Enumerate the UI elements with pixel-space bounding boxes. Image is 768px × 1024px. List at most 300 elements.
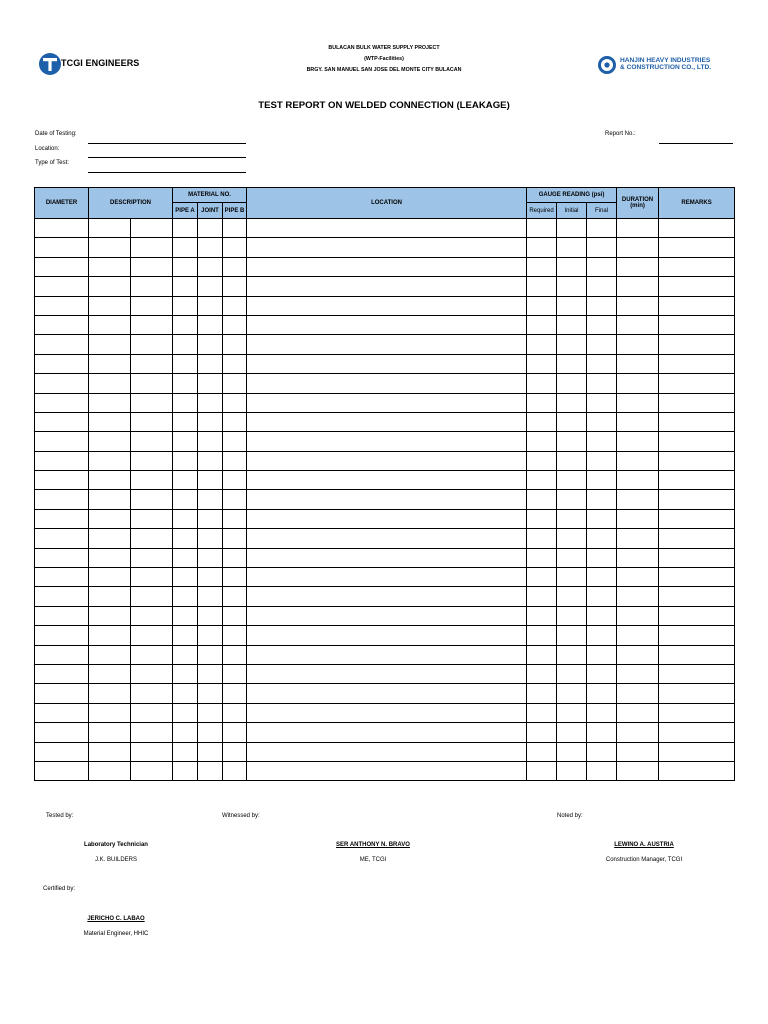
table-cell[interactable]	[587, 548, 617, 567]
table-cell[interactable]	[659, 296, 735, 315]
table-cell[interactable]	[131, 335, 173, 354]
table-cell[interactable]	[247, 219, 527, 238]
table-cell[interactable]	[131, 626, 173, 645]
table-cell[interactable]	[247, 335, 527, 354]
table-cell[interactable]	[587, 509, 617, 528]
table-cell[interactable]	[557, 761, 587, 780]
table-cell[interactable]	[247, 509, 527, 528]
table-cell[interactable]	[198, 742, 223, 761]
table-cell[interactable]	[131, 471, 173, 490]
table-cell[interactable]	[587, 393, 617, 412]
table-cell[interactable]	[617, 412, 659, 431]
table-cell[interactable]	[131, 606, 173, 625]
table-cell[interactable]	[198, 471, 223, 490]
table-cell[interactable]	[617, 490, 659, 509]
table-cell[interactable]	[527, 354, 557, 373]
table-cell[interactable]	[659, 219, 735, 238]
table-cell[interactable]	[131, 742, 173, 761]
table-cell[interactable]	[89, 703, 131, 722]
table-cell[interactable]	[617, 315, 659, 334]
table-cell[interactable]	[659, 335, 735, 354]
table-cell[interactable]	[131, 412, 173, 431]
table-cell[interactable]	[659, 761, 735, 780]
table-cell[interactable]	[89, 471, 131, 490]
table-cell[interactable]	[617, 703, 659, 722]
table-cell[interactable]	[659, 664, 735, 683]
table-cell[interactable]	[35, 315, 89, 334]
table-cell[interactable]	[173, 761, 198, 780]
table-cell[interactable]	[587, 626, 617, 645]
table-cell[interactable]	[527, 761, 557, 780]
table-cell[interactable]	[247, 664, 527, 683]
table-cell[interactable]	[89, 742, 131, 761]
table-cell[interactable]	[247, 761, 527, 780]
table-cell[interactable]	[247, 587, 527, 606]
table-cell[interactable]	[35, 703, 89, 722]
table-cell[interactable]	[223, 393, 247, 412]
table-cell[interactable]	[659, 257, 735, 276]
table-cell[interactable]	[527, 684, 557, 703]
table-cell[interactable]	[247, 374, 527, 393]
table-cell[interactable]	[527, 509, 557, 528]
table-cell[interactable]	[35, 509, 89, 528]
table-cell[interactable]	[659, 238, 735, 257]
table-cell[interactable]	[617, 645, 659, 664]
table-cell[interactable]	[173, 490, 198, 509]
table-cell[interactable]	[659, 587, 735, 606]
table-cell[interactable]	[247, 606, 527, 625]
table-cell[interactable]	[527, 703, 557, 722]
table-cell[interactable]	[617, 277, 659, 296]
table-cell[interactable]	[89, 529, 131, 548]
table-cell[interactable]	[173, 374, 198, 393]
table-cell[interactable]	[198, 703, 223, 722]
table-cell[interactable]	[173, 509, 198, 528]
table-cell[interactable]	[89, 219, 131, 238]
table-cell[interactable]	[223, 684, 247, 703]
table-cell[interactable]	[527, 335, 557, 354]
table-cell[interactable]	[35, 432, 89, 451]
table-cell[interactable]	[247, 490, 527, 509]
table-cell[interactable]	[131, 432, 173, 451]
table-cell[interactable]	[617, 742, 659, 761]
table-cell[interactable]	[527, 626, 557, 645]
table-cell[interactable]	[587, 761, 617, 780]
table-cell[interactable]	[527, 568, 557, 587]
table-cell[interactable]	[659, 315, 735, 334]
table-cell[interactable]	[617, 238, 659, 257]
table-cell[interactable]	[35, 529, 89, 548]
table-cell[interactable]	[587, 219, 617, 238]
table-cell[interactable]	[557, 742, 587, 761]
table-cell[interactable]	[198, 374, 223, 393]
table-cell[interactable]	[659, 374, 735, 393]
table-cell[interactable]	[223, 451, 247, 470]
table-cell[interactable]	[587, 664, 617, 683]
table-cell[interactable]	[527, 606, 557, 625]
table-cell[interactable]	[587, 354, 617, 373]
table-cell[interactable]	[527, 432, 557, 451]
table-cell[interactable]	[173, 354, 198, 373]
table-cell[interactable]	[527, 529, 557, 548]
table-cell[interactable]	[35, 257, 89, 276]
table-cell[interactable]	[527, 742, 557, 761]
table-cell[interactable]	[131, 451, 173, 470]
table-cell[interactable]	[587, 606, 617, 625]
table-cell[interactable]	[617, 626, 659, 645]
table-cell[interactable]	[173, 568, 198, 587]
table-cell[interactable]	[587, 315, 617, 334]
table-cell[interactable]	[587, 296, 617, 315]
table-cell[interactable]	[35, 587, 89, 606]
table-cell[interactable]	[89, 374, 131, 393]
table-cell[interactable]	[198, 315, 223, 334]
table-cell[interactable]	[35, 277, 89, 296]
table-cell[interactable]	[35, 606, 89, 625]
table-cell[interactable]	[173, 606, 198, 625]
table-cell[interactable]	[223, 354, 247, 373]
table-cell[interactable]	[198, 296, 223, 315]
table-cell[interactable]	[198, 393, 223, 412]
table-cell[interactable]	[173, 664, 198, 683]
table-cell[interactable]	[247, 742, 527, 761]
table-cell[interactable]	[89, 664, 131, 683]
table-cell[interactable]	[223, 529, 247, 548]
table-cell[interactable]	[527, 645, 557, 664]
table-cell[interactable]	[89, 412, 131, 431]
table-cell[interactable]	[173, 548, 198, 567]
table-cell[interactable]	[587, 645, 617, 664]
table-cell[interactable]	[198, 664, 223, 683]
table-cell[interactable]	[557, 723, 587, 742]
table-cell[interactable]	[557, 490, 587, 509]
table-cell[interactable]	[223, 548, 247, 567]
table-cell[interactable]	[89, 490, 131, 509]
table-cell[interactable]	[587, 568, 617, 587]
table-cell[interactable]	[173, 742, 198, 761]
table-cell[interactable]	[527, 238, 557, 257]
table-cell[interactable]	[557, 645, 587, 664]
table-cell[interactable]	[587, 529, 617, 548]
table-cell[interactable]	[173, 645, 198, 664]
table-cell[interactable]	[35, 393, 89, 412]
date-of-testing-field[interactable]	[88, 143, 246, 144]
table-cell[interactable]	[131, 723, 173, 742]
table-cell[interactable]	[89, 277, 131, 296]
table-cell[interactable]	[89, 296, 131, 315]
table-cell[interactable]	[131, 509, 173, 528]
table-cell[interactable]	[617, 723, 659, 742]
table-cell[interactable]	[527, 723, 557, 742]
table-cell[interactable]	[617, 354, 659, 373]
table-cell[interactable]	[198, 509, 223, 528]
table-cell[interactable]	[173, 529, 198, 548]
table-cell[interactable]	[659, 529, 735, 548]
table-cell[interactable]	[659, 412, 735, 431]
table-cell[interactable]	[173, 315, 198, 334]
table-cell[interactable]	[223, 664, 247, 683]
table-cell[interactable]	[223, 703, 247, 722]
table-cell[interactable]	[659, 742, 735, 761]
table-cell[interactable]	[35, 723, 89, 742]
table-cell[interactable]	[173, 335, 198, 354]
table-cell[interactable]	[617, 393, 659, 412]
table-cell[interactable]	[527, 490, 557, 509]
table-cell[interactable]	[617, 568, 659, 587]
table-cell[interactable]	[617, 257, 659, 276]
table-cell[interactable]	[557, 471, 587, 490]
table-cell[interactable]	[198, 684, 223, 703]
table-cell[interactable]	[659, 568, 735, 587]
table-cell[interactable]	[617, 219, 659, 238]
table-cell[interactable]	[247, 645, 527, 664]
table-cell[interactable]	[131, 587, 173, 606]
table-cell[interactable]	[247, 451, 527, 470]
table-cell[interactable]	[173, 238, 198, 257]
table-cell[interactable]	[617, 509, 659, 528]
table-cell[interactable]	[35, 548, 89, 567]
table-cell[interactable]	[617, 664, 659, 683]
table-cell[interactable]	[35, 645, 89, 664]
table-cell[interactable]	[35, 238, 89, 257]
table-cell[interactable]	[557, 374, 587, 393]
table-cell[interactable]	[198, 432, 223, 451]
table-cell[interactable]	[587, 374, 617, 393]
table-cell[interactable]	[587, 723, 617, 742]
table-cell[interactable]	[198, 277, 223, 296]
table-cell[interactable]	[247, 548, 527, 567]
table-cell[interactable]	[617, 451, 659, 470]
table-cell[interactable]	[587, 684, 617, 703]
table-cell[interactable]	[131, 490, 173, 509]
table-cell[interactable]	[659, 393, 735, 412]
table-cell[interactable]	[527, 219, 557, 238]
table-cell[interactable]	[527, 548, 557, 567]
table-cell[interactable]	[198, 354, 223, 373]
table-cell[interactable]	[617, 761, 659, 780]
table-cell[interactable]	[223, 374, 247, 393]
table-cell[interactable]	[587, 490, 617, 509]
table-cell[interactable]	[131, 374, 173, 393]
table-cell[interactable]	[35, 490, 89, 509]
table-cell[interactable]	[557, 509, 587, 528]
table-cell[interactable]	[89, 432, 131, 451]
table-cell[interactable]	[527, 277, 557, 296]
table-cell[interactable]	[617, 606, 659, 625]
table-cell[interactable]	[35, 568, 89, 587]
table-cell[interactable]	[89, 509, 131, 528]
table-cell[interactable]	[247, 568, 527, 587]
table-cell[interactable]	[527, 471, 557, 490]
table-cell[interactable]	[35, 374, 89, 393]
table-cell[interactable]	[131, 664, 173, 683]
table-cell[interactable]	[527, 257, 557, 276]
table-cell[interactable]	[223, 742, 247, 761]
table-cell[interactable]	[223, 335, 247, 354]
table-cell[interactable]	[198, 645, 223, 664]
table-cell[interactable]	[557, 529, 587, 548]
table-cell[interactable]	[557, 315, 587, 334]
table-cell[interactable]	[223, 257, 247, 276]
table-cell[interactable]	[198, 238, 223, 257]
table-cell[interactable]	[659, 548, 735, 567]
table-cell[interactable]	[247, 412, 527, 431]
table-cell[interactable]	[617, 529, 659, 548]
table-cell[interactable]	[35, 761, 89, 780]
table-cell[interactable]	[557, 219, 587, 238]
table-cell[interactable]	[198, 548, 223, 567]
table-cell[interactable]	[247, 723, 527, 742]
table-cell[interactable]	[617, 471, 659, 490]
table-cell[interactable]	[587, 238, 617, 257]
table-cell[interactable]	[659, 471, 735, 490]
table-cell[interactable]	[247, 393, 527, 412]
table-cell[interactable]	[659, 354, 735, 373]
table-cell[interactable]	[173, 412, 198, 431]
table-cell[interactable]	[131, 296, 173, 315]
table-cell[interactable]	[223, 568, 247, 587]
table-cell[interactable]	[557, 354, 587, 373]
table-cell[interactable]	[587, 742, 617, 761]
table-cell[interactable]	[223, 277, 247, 296]
location-field[interactable]	[88, 157, 246, 158]
table-cell[interactable]	[35, 335, 89, 354]
report-no-field[interactable]	[659, 143, 733, 144]
table-cell[interactable]	[557, 432, 587, 451]
table-cell[interactable]	[89, 568, 131, 587]
table-cell[interactable]	[89, 684, 131, 703]
table-cell[interactable]	[173, 451, 198, 470]
table-cell[interactable]	[247, 277, 527, 296]
table-cell[interactable]	[223, 219, 247, 238]
table-cell[interactable]	[557, 626, 587, 645]
table-cell[interactable]	[89, 761, 131, 780]
table-cell[interactable]	[89, 238, 131, 257]
table-cell[interactable]	[617, 587, 659, 606]
table-cell[interactable]	[557, 548, 587, 567]
table-cell[interactable]	[247, 684, 527, 703]
table-cell[interactable]	[587, 432, 617, 451]
table-cell[interactable]	[173, 723, 198, 742]
table-cell[interactable]	[557, 684, 587, 703]
table-cell[interactable]	[223, 238, 247, 257]
table-cell[interactable]	[89, 315, 131, 334]
table-cell[interactable]	[198, 257, 223, 276]
table-cell[interactable]	[173, 277, 198, 296]
table-cell[interactable]	[131, 238, 173, 257]
table-cell[interactable]	[131, 354, 173, 373]
table-cell[interactable]	[557, 568, 587, 587]
table-cell[interactable]	[131, 529, 173, 548]
table-cell[interactable]	[247, 703, 527, 722]
table-cell[interactable]	[557, 238, 587, 257]
table-cell[interactable]	[35, 684, 89, 703]
table-cell[interactable]	[223, 606, 247, 625]
table-cell[interactable]	[35, 296, 89, 315]
table-cell[interactable]	[223, 432, 247, 451]
table-cell[interactable]	[223, 296, 247, 315]
table-cell[interactable]	[527, 296, 557, 315]
table-cell[interactable]	[198, 412, 223, 431]
table-cell[interactable]	[527, 451, 557, 470]
table-cell[interactable]	[173, 219, 198, 238]
table-cell[interactable]	[557, 296, 587, 315]
table-cell[interactable]	[617, 296, 659, 315]
table-cell[interactable]	[198, 219, 223, 238]
table-cell[interactable]	[223, 315, 247, 334]
table-cell[interactable]	[131, 645, 173, 664]
type-of-test-field[interactable]	[88, 172, 246, 173]
table-cell[interactable]	[527, 315, 557, 334]
table-cell[interactable]	[247, 354, 527, 373]
table-cell[interactable]	[659, 626, 735, 645]
table-cell[interactable]	[557, 412, 587, 431]
table-cell[interactable]	[89, 587, 131, 606]
table-cell[interactable]	[587, 471, 617, 490]
table-cell[interactable]	[587, 277, 617, 296]
table-cell[interactable]	[587, 335, 617, 354]
table-cell[interactable]	[557, 587, 587, 606]
table-cell[interactable]	[131, 277, 173, 296]
table-cell[interactable]	[198, 451, 223, 470]
table-cell[interactable]	[659, 703, 735, 722]
table-cell[interactable]	[587, 257, 617, 276]
table-cell[interactable]	[173, 296, 198, 315]
table-cell[interactable]	[247, 315, 527, 334]
table-cell[interactable]	[173, 432, 198, 451]
table-cell[interactable]	[35, 471, 89, 490]
table-cell[interactable]	[198, 626, 223, 645]
table-cell[interactable]	[557, 451, 587, 470]
table-cell[interactable]	[223, 626, 247, 645]
table-cell[interactable]	[131, 315, 173, 334]
table-cell[interactable]	[198, 723, 223, 742]
table-cell[interactable]	[557, 664, 587, 683]
table-cell[interactable]	[35, 354, 89, 373]
table-cell[interactable]	[173, 684, 198, 703]
table-cell[interactable]	[223, 471, 247, 490]
table-cell[interactable]	[617, 432, 659, 451]
table-cell[interactable]	[659, 606, 735, 625]
table-cell[interactable]	[557, 335, 587, 354]
table-cell[interactable]	[89, 606, 131, 625]
table-cell[interactable]	[247, 626, 527, 645]
table-cell[interactable]	[131, 393, 173, 412]
table-cell[interactable]	[89, 257, 131, 276]
table-cell[interactable]	[198, 761, 223, 780]
table-cell[interactable]	[173, 257, 198, 276]
table-cell[interactable]	[35, 451, 89, 470]
table-cell[interactable]	[247, 257, 527, 276]
table-cell[interactable]	[223, 509, 247, 528]
table-cell[interactable]	[527, 393, 557, 412]
table-cell[interactable]	[527, 587, 557, 606]
table-cell[interactable]	[617, 374, 659, 393]
table-cell[interactable]	[89, 335, 131, 354]
table-cell[interactable]	[223, 412, 247, 431]
table-cell[interactable]	[198, 490, 223, 509]
table-cell[interactable]	[659, 277, 735, 296]
table-cell[interactable]	[89, 723, 131, 742]
table-cell[interactable]	[223, 587, 247, 606]
table-cell[interactable]	[35, 219, 89, 238]
table-cell[interactable]	[35, 664, 89, 683]
table-cell[interactable]	[223, 490, 247, 509]
table-cell[interactable]	[659, 451, 735, 470]
table-cell[interactable]	[617, 548, 659, 567]
table-cell[interactable]	[173, 393, 198, 412]
table-cell[interactable]	[35, 742, 89, 761]
